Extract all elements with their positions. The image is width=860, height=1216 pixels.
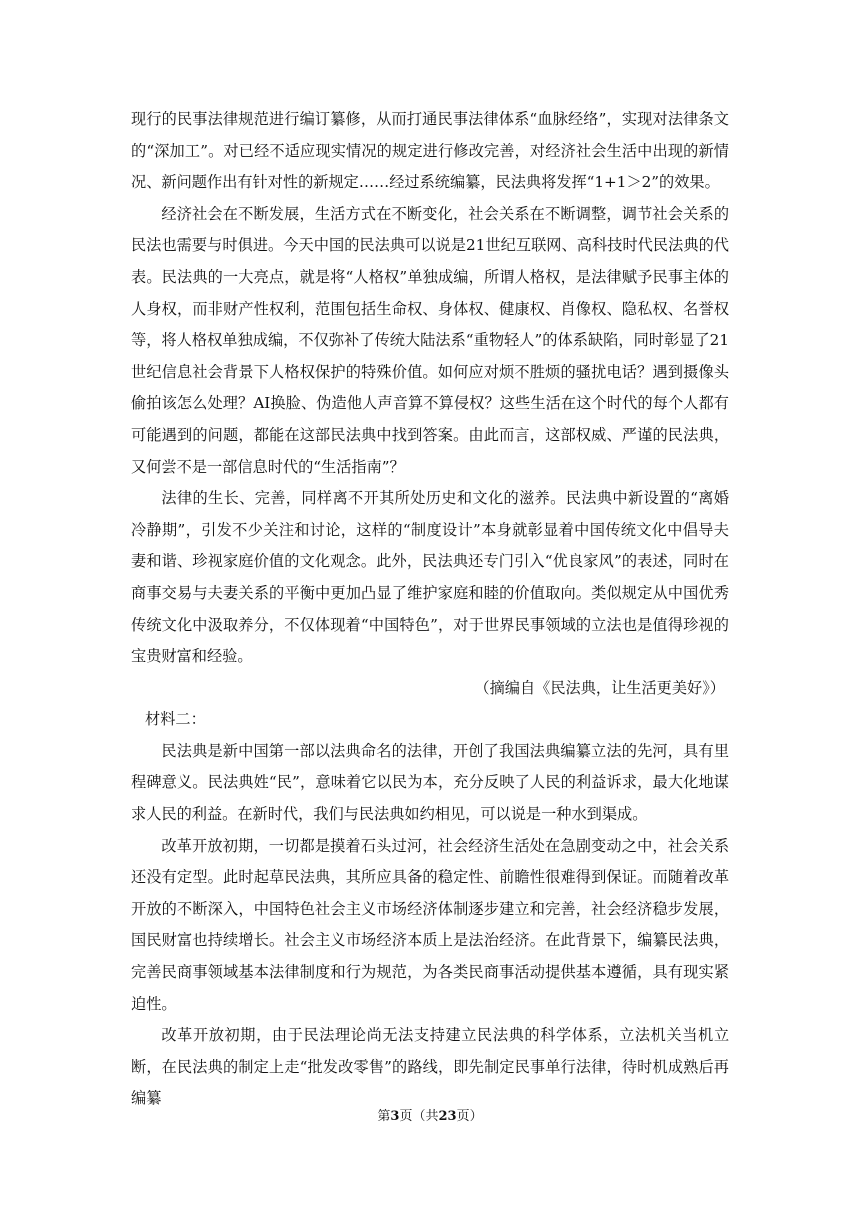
page-number: 3	[390, 1109, 400, 1124]
document-body	[131, 104, 729, 1115]
paragraph-2: 经济社会在不断发展，生活方式在不断变化，社会关系在不断调整，调节社会关系的民法也需要与时俱进。今天中国的民法典可以说是21世纪互联网、高科技时代民法典的代表。民法典的一大亮点，就是将“人格权”单独成编，所谓人格权，是法律赋予民事主体的人身权，而非财产性权利，范围包括生命权、身体权、健康权、肖像权、隐私权、名誉权等，将人格权单独成编，不仅弥补了传统大陆法系“重物轻人”的体系缺陷，同时彰显了21世纪信息社会背景下人格权保护的特殊价值。如何应对烦不胜烦的骚扰电话？遇到摄像头偷拍该怎么处理？AI换脸、伪造他人声音算不算侵权？这些生活在这个时代的每个人都有可能遇到的问题，都能在这部民法典中找到答案。由此而言，这部权威、严谨的民法典，又何尝不是一部信息时代的“生活指南”？	[131, 204, 729, 476]
paragraph-1: 现行的民事法律规范进行编订纂修，从而打通民事法律体系“血脉经络”，实现对法律条文的“深加工”。对已经不适应现实情况的规定进行修改完善，对经济社会生活中出现的新情况、新问题作出有针对性的新规定……经过系统编纂，民法典将发挥“1+1＞2”的效果。	[131, 110, 729, 192]
page-footer	[0, 1108, 860, 1126]
source-citation: （摘编自《民法典，让生活更美好》）	[474, 678, 725, 697]
paragraph-6: 改革开放初期，由于民法理论尚无法支持建立民法典的科学体系，立法机关当机立断，在民法典的制定上走“批发改零售”的路线，即先制定民事单行法律，待时机成熟后再编纂	[131, 1026, 729, 1108]
paragraph-3: 法律的生长、完善，同样离不开其所处历史和文化的滋养。民法典中新设置的“离婚冷静期”，引发不少关注和讨论，这样的“制度设计”本身就彰显着中国传统文化中倡导夫妻和谐、珍视家庭价值的文化观念。此外，民法典还专门引入“优良家风”的表述，同时在商事交易与夫妻关系的平衡中更加凸显了维护家庭和睦的价值取向。类似规定从中国优秀传统文化中汲取养分，不仅体现着“中国特色”，对于世界民事领域的立法也是值得珍视的宝贵财富和经验。	[131, 489, 729, 666]
footer-suffix: 页）	[456, 1109, 483, 1124]
footer-prefix: 第	[377, 1109, 391, 1124]
total-pages: 23	[438, 1109, 457, 1124]
footer-middle: 页（共	[399, 1109, 439, 1124]
material-label: 材料二：	[145, 710, 206, 729]
paragraph-4: 民法典是新中国第一部以法典命名的法律，开创了我国法典编纂立法的先河，具有里程碑意义。民法典姓“民”，意味着它以民为本，充分反映了人民的利益诉求，最大化地谋求人民的利益。在新时代，我们与民法典如约相见，可以说是一种水到渠成。	[131, 741, 729, 824]
paragraph-5: 改革开放初期，一切都是摸着石头过河，社会经济生活处在急剧变动之中，社会关系还没有定型。此时起草民法典，其所应具备的稳定性、前瞻性很难得到保证。而随着改革开放的不断深入，中国特色社会主义市场经济体制逐步建立和完善，社会经济稳步发展，国民财富也持续增长。社会主义市场经济本质上是法治经济。在此背景下，编纂民法典，完善民商事领域基本法律制度和行为规范，为各类民商事活动提供基本遵循，具有现实紧迫性。	[131, 836, 729, 1013]
